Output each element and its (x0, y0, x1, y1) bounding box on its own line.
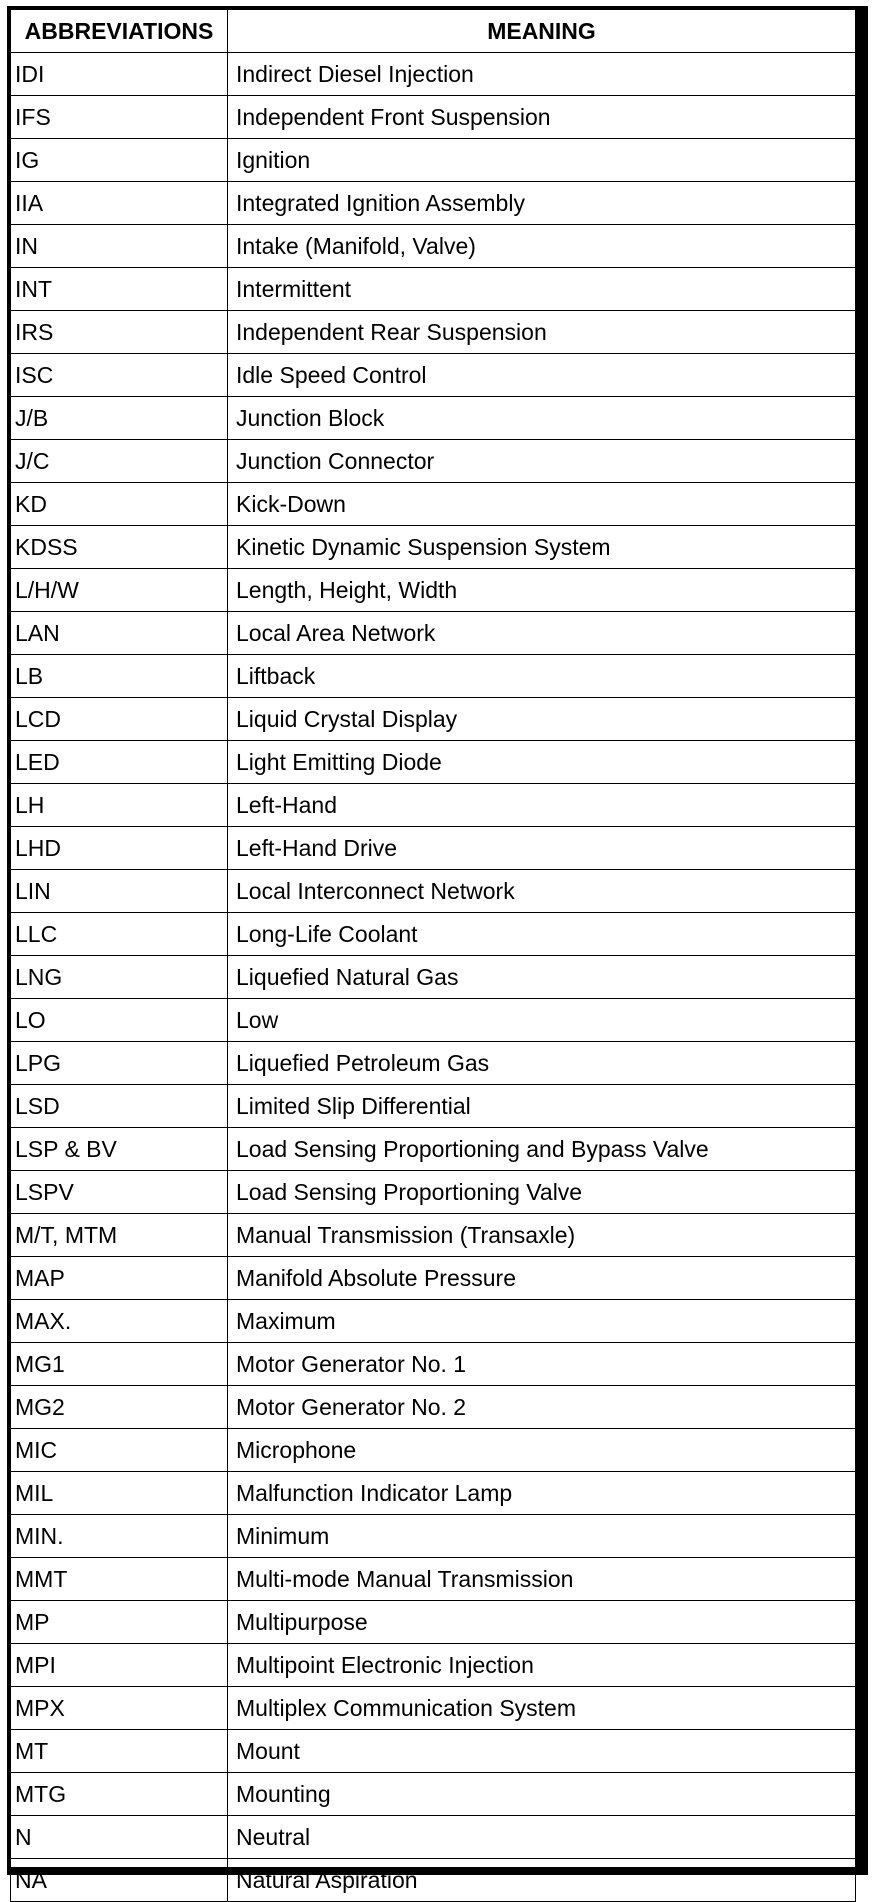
meaning-cell: Junction Block (228, 397, 856, 440)
abbreviation-cell: MIC (11, 1429, 228, 1472)
header-meaning: MEANING (228, 10, 856, 53)
abbreviation-cell: MG2 (11, 1386, 228, 1429)
table-row (11, 784, 856, 827)
abbreviation-cell: LHD (11, 827, 228, 870)
meaning-cell: Motor Generator No. 2 (228, 1386, 856, 1429)
table-row (11, 1773, 856, 1816)
abbreviation-cell: MAP (11, 1257, 228, 1300)
meaning-cell: Load Sensing Proportioning Valve (228, 1171, 856, 1214)
abbreviations-table-frame (7, 6, 859, 1893)
abbreviation-cell: LO (11, 999, 228, 1042)
table-row (11, 1515, 856, 1558)
abbreviation-cell: MPI (11, 1644, 228, 1687)
meaning-cell: Independent Front Suspension (228, 96, 856, 139)
meaning-cell: Load Sensing Proportioning and Bypass Valve (228, 1128, 856, 1171)
table-row (11, 569, 856, 612)
abbreviation-cell: LSD (11, 1085, 228, 1128)
meaning-cell: Kinetic Dynamic Suspension System (228, 526, 856, 569)
abbreviation-cell: IDI (11, 53, 228, 96)
meaning-cell: Intake (Manifold, Valve) (228, 225, 856, 268)
table-row (11, 1816, 856, 1859)
table-row (11, 139, 856, 182)
abbreviation-cell: LSP & BV (11, 1128, 228, 1171)
abbreviation-cell: IRS (11, 311, 228, 354)
abbreviation-cell: LED (11, 741, 228, 784)
abbreviations-table (10, 9, 856, 1902)
table-row (11, 96, 856, 139)
abbreviation-cell: LNG (11, 956, 228, 999)
abbreviation-cell: MMT (11, 1558, 228, 1601)
table-body (11, 53, 856, 1902)
table-row (11, 655, 856, 698)
abbreviation-cell: LLC (11, 913, 228, 956)
table-row (11, 53, 856, 96)
meaning-cell: Length, Height, Width (228, 569, 856, 612)
abbreviation-cell: ISC (11, 354, 228, 397)
table-row (11, 1085, 856, 1128)
abbreviation-cell: MT (11, 1730, 228, 1773)
abbreviation-cell: IIA (11, 182, 228, 225)
meaning-cell: Left-Hand (228, 784, 856, 827)
header-abbreviations: ABBREVIATIONS (11, 10, 228, 53)
abbreviation-cell: J/B (11, 397, 228, 440)
table-row (11, 182, 856, 225)
meaning-cell: Liquefied Natural Gas (228, 956, 856, 999)
meaning-cell: Mount (228, 1730, 856, 1773)
table-row (11, 698, 856, 741)
table-row (11, 870, 856, 913)
meaning-cell: Indirect Diesel Injection (228, 53, 856, 96)
table-row (11, 956, 856, 999)
table-row (11, 1386, 856, 1429)
table-row (11, 483, 856, 526)
meaning-cell: Liftback (228, 655, 856, 698)
table-header-row (11, 10, 856, 53)
table-row (11, 1558, 856, 1601)
table-row (11, 1214, 856, 1257)
table-row (11, 1730, 856, 1773)
abbreviation-cell: M/T, MTM (11, 1214, 228, 1257)
abbreviation-cell: LB (11, 655, 228, 698)
table-row (11, 397, 856, 440)
meaning-cell: Local Interconnect Network (228, 870, 856, 913)
meaning-cell: Multi-mode Manual Transmission (228, 1558, 856, 1601)
abbreviation-cell: LPG (11, 1042, 228, 1085)
meaning-cell: Liquid Crystal Display (228, 698, 856, 741)
meaning-cell: Microphone (228, 1429, 856, 1472)
table-row (11, 1257, 856, 1300)
meaning-cell: Manifold Absolute Pressure (228, 1257, 856, 1300)
table-row (11, 1687, 856, 1730)
table-row (11, 1644, 856, 1687)
table-row (11, 225, 856, 268)
abbreviation-cell: IG (11, 139, 228, 182)
abbreviation-cell: INT (11, 268, 228, 311)
meaning-cell: Long-Life Coolant (228, 913, 856, 956)
meaning-cell: Multipurpose (228, 1601, 856, 1644)
table-row (11, 1171, 856, 1214)
table-row (11, 526, 856, 569)
abbreviation-cell: L/H/W (11, 569, 228, 612)
table-row (11, 741, 856, 784)
abbreviation-cell: LAN (11, 612, 228, 655)
meaning-cell: Integrated Ignition Assembly (228, 182, 856, 225)
table-row (11, 1343, 856, 1386)
meaning-cell: Mounting (228, 1773, 856, 1816)
table-row (11, 1300, 856, 1343)
abbreviation-cell: KDSS (11, 526, 228, 569)
abbreviation-cell: MIL (11, 1472, 228, 1515)
meaning-cell: Local Area Network (228, 612, 856, 655)
abbreviation-cell: KD (11, 483, 228, 526)
meaning-cell: Limited Slip Differential (228, 1085, 856, 1128)
table-row (11, 1859, 856, 1902)
meaning-cell: Liquefied Petroleum Gas (228, 1042, 856, 1085)
table-row (11, 1429, 856, 1472)
meaning-cell: Left-Hand Drive (228, 827, 856, 870)
table-row (11, 913, 856, 956)
table-row (11, 827, 856, 870)
abbreviation-cell: N (11, 1816, 228, 1859)
abbreviation-cell: NA (11, 1859, 228, 1902)
table-row (11, 1128, 856, 1171)
meaning-cell: Ignition (228, 139, 856, 182)
meaning-cell: Independent Rear Suspension (228, 311, 856, 354)
table-row (11, 1042, 856, 1085)
meaning-cell: Neutral (228, 1816, 856, 1859)
abbreviation-cell: LIN (11, 870, 228, 913)
abbreviation-cell: IFS (11, 96, 228, 139)
table-row (11, 612, 856, 655)
table-row (11, 354, 856, 397)
table-row (11, 440, 856, 483)
table-row (11, 999, 856, 1042)
meaning-cell: Intermittent (228, 268, 856, 311)
abbreviation-cell: LCD (11, 698, 228, 741)
meaning-cell: Multipoint Electronic Injection (228, 1644, 856, 1687)
meaning-cell: Light Emitting Diode (228, 741, 856, 784)
abbreviation-cell: MPX (11, 1687, 228, 1730)
meaning-cell: Manual Transmission (Transaxle) (228, 1214, 856, 1257)
table-row (11, 268, 856, 311)
meaning-cell: Low (228, 999, 856, 1042)
table-row (11, 1601, 856, 1644)
table-row (11, 1472, 856, 1515)
meaning-cell: Motor Generator No. 1 (228, 1343, 856, 1386)
meaning-cell: Malfunction Indicator Lamp (228, 1472, 856, 1515)
meaning-cell: Kick-Down (228, 483, 856, 526)
abbreviation-cell: MG1 (11, 1343, 228, 1386)
meaning-cell: Maximum (228, 1300, 856, 1343)
table-row (11, 311, 856, 354)
abbreviation-cell: MAX. (11, 1300, 228, 1343)
abbreviation-cell: LH (11, 784, 228, 827)
meaning-cell: Minimum (228, 1515, 856, 1558)
abbreviation-cell: LSPV (11, 1171, 228, 1214)
abbreviation-cell: IN (11, 225, 228, 268)
abbreviation-cell: MTG (11, 1773, 228, 1816)
abbreviation-cell: MP (11, 1601, 228, 1644)
abbreviation-cell: J/C (11, 440, 228, 483)
abbreviation-cell: MIN. (11, 1515, 228, 1558)
meaning-cell: Idle Speed Control (228, 354, 856, 397)
meaning-cell: Multiplex Communication System (228, 1687, 856, 1730)
meaning-cell: Junction Connector (228, 440, 856, 483)
meaning-cell: Natural Aspiration (228, 1859, 856, 1902)
